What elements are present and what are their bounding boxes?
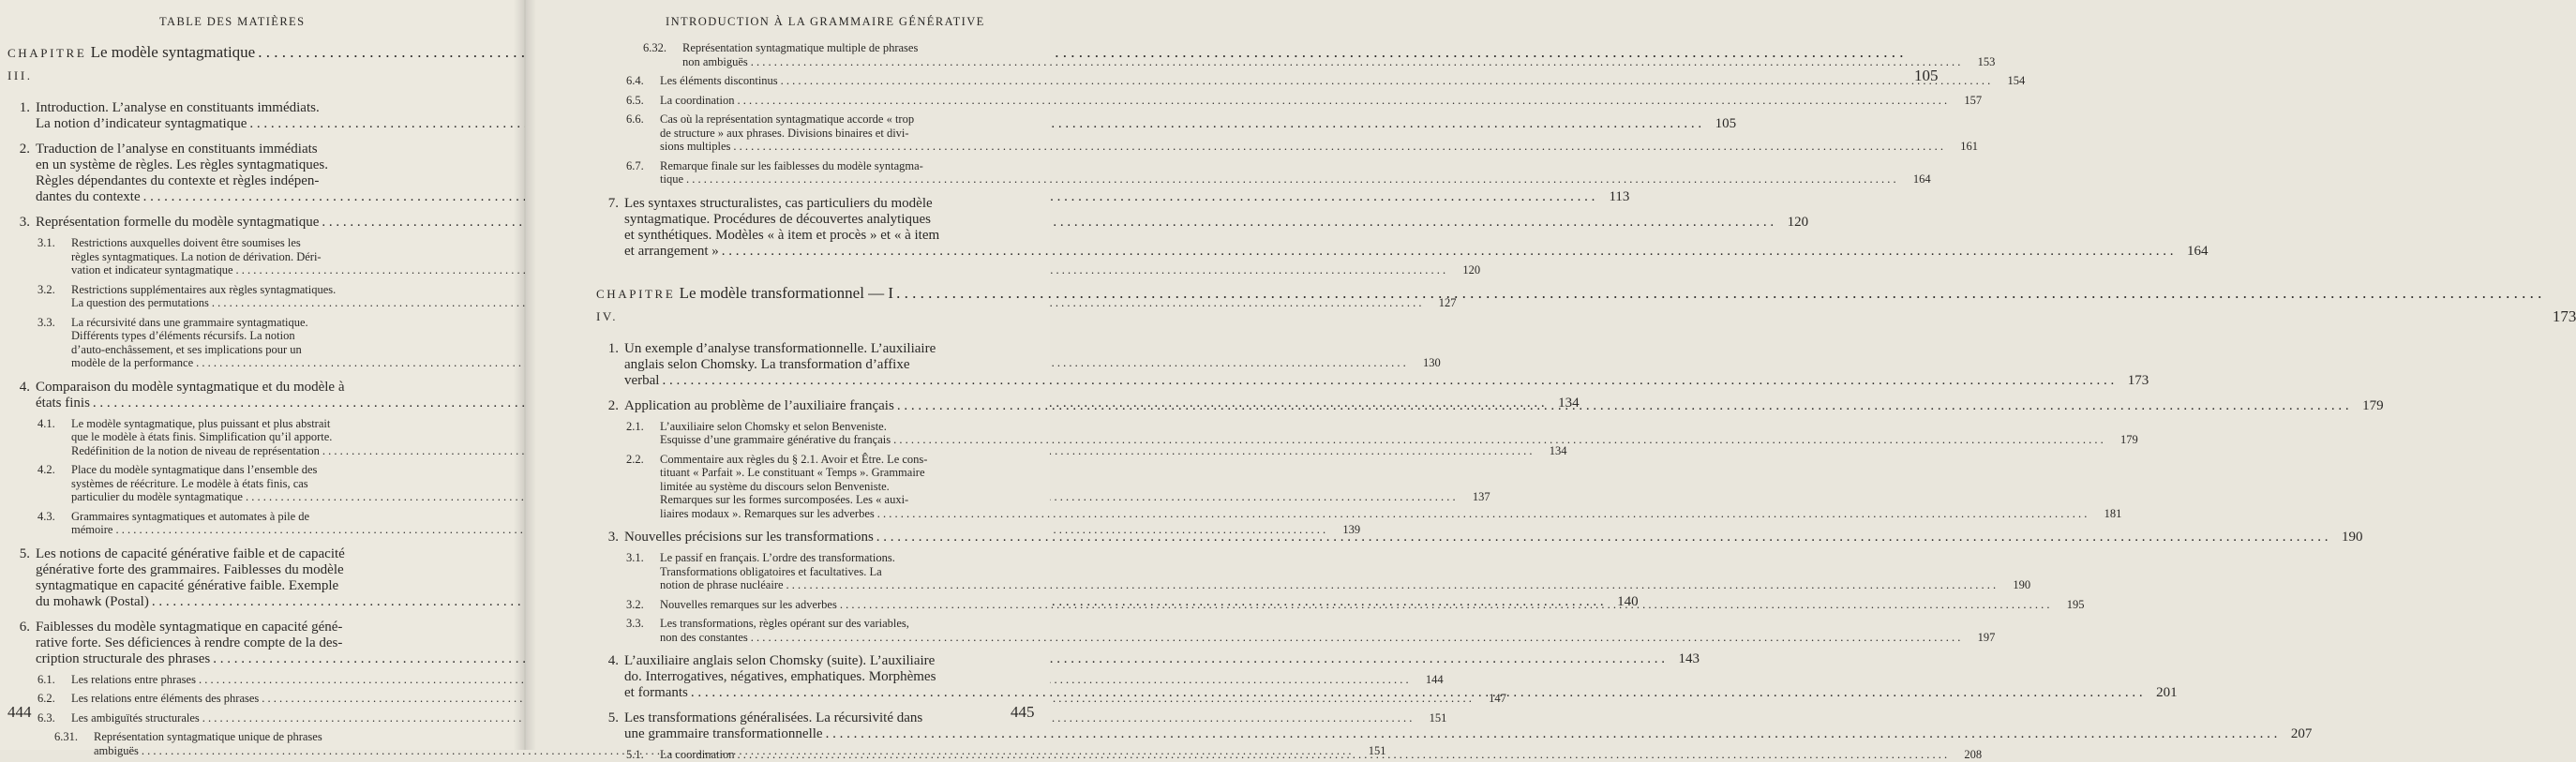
page-reference: 144 bbox=[1425, 672, 1444, 686]
section-number: 3.1. bbox=[626, 551, 644, 564]
title-text: sions multiples bbox=[660, 140, 731, 153]
title-text: ambiguës bbox=[94, 743, 139, 757]
title-text: Comparaison du modèle syntagmatique et du modèle à bbox=[36, 379, 345, 395]
section-number: 4. bbox=[607, 653, 619, 668]
page-reference: 127 bbox=[1438, 296, 1457, 309]
title-text: du mohawk (Postal) bbox=[36, 593, 149, 609]
dot-leader bbox=[876, 530, 2329, 545]
title-text: La question des permutations bbox=[71, 296, 209, 309]
title-text: dantes du contexte bbox=[36, 189, 141, 204]
title-text: et formants bbox=[624, 685, 688, 700]
title-line bbox=[660, 748, 1950, 762]
title-text: de structure » aux phrases. Divisions binaires et divi- bbox=[660, 126, 909, 140]
title-line bbox=[660, 433, 2106, 447]
title-text: Un exemple d’analyse transformationnelle. L’auxiliaire bbox=[624, 340, 936, 356]
title-text: Le modèle syntagmatique bbox=[90, 43, 256, 61]
entry-title bbox=[624, 650, 2146, 701]
title-text: Commentaire aux règles du § 2.1. Avoir et Être. Le cons- bbox=[660, 452, 928, 466]
page-reference: 190 bbox=[2013, 578, 2031, 591]
title-line bbox=[660, 94, 1950, 108]
page-reference: 140 bbox=[1617, 593, 1639, 609]
entry-title bbox=[660, 112, 1946, 154]
title-line bbox=[624, 212, 2177, 228]
toc-entry bbox=[596, 158, 1931, 187]
section-number: 3. bbox=[19, 215, 30, 230]
page-reference: 173 bbox=[2127, 372, 2149, 388]
page-reference: 134 bbox=[1558, 395, 1580, 411]
title-line bbox=[624, 196, 2177, 212]
title-text: Les ambiguïtés structurales bbox=[71, 710, 200, 725]
entry-title bbox=[660, 598, 2052, 612]
section-number: 7. bbox=[607, 195, 619, 211]
title-text: L’auxiliaire selon Chomsky et selon Benveniste. bbox=[660, 419, 887, 433]
dot-leader bbox=[877, 507, 2088, 521]
title-line bbox=[660, 565, 1999, 579]
page-reference: 120 bbox=[1462, 263, 1481, 276]
title-text: Les syntaxes structuralistes, cas particuliers du modèle bbox=[624, 195, 933, 211]
title-line bbox=[624, 685, 2146, 701]
entry-title bbox=[660, 617, 1963, 644]
section-number: 1. bbox=[19, 100, 30, 115]
dot-leader bbox=[786, 578, 1997, 592]
page-reference: 120 bbox=[1787, 215, 1809, 230]
entry-title bbox=[596, 282, 2544, 328]
dot-leader bbox=[722, 244, 2174, 260]
section-number: 2.2. bbox=[626, 452, 644, 466]
title-line bbox=[660, 159, 1899, 173]
section-number: 4.3. bbox=[37, 509, 55, 523]
title-text: Restrictions supplémentaires aux règles syntagmatiques. bbox=[71, 282, 337, 296]
section-number: 6. bbox=[19, 619, 30, 635]
entry-title bbox=[660, 94, 1950, 108]
title-text: anglais selon Chomsky. La transformation d’affixe bbox=[624, 356, 910, 372]
entry-title bbox=[660, 748, 1950, 762]
section-number: 2. bbox=[607, 397, 619, 413]
title-text: La coordination bbox=[660, 748, 735, 761]
title-line bbox=[660, 493, 2089, 507]
section-number: 4. bbox=[19, 379, 30, 395]
title-line bbox=[660, 127, 1946, 141]
page-reference: 197 bbox=[1977, 630, 1996, 644]
title-text: systèmes de réécriture. Le modèle à états finis, cas bbox=[71, 476, 308, 490]
title-text: Représentation syntagmatique unique de phrases bbox=[94, 730, 322, 743]
page-reference: 105 bbox=[1715, 116, 1737, 131]
title-text: Les transformations, règles opérant sur des variables, bbox=[660, 617, 909, 630]
section-number: 3. bbox=[607, 530, 619, 545]
title-line bbox=[624, 341, 2117, 357]
title-text: L’auxiliaire anglais selon Chomsky (suite). L’auxiliaire bbox=[624, 653, 936, 668]
title-line bbox=[660, 74, 1993, 88]
title-text: Le modèle syntagmatique, plus puissant et plus abstrait bbox=[71, 416, 331, 430]
dot-leader bbox=[733, 140, 1943, 154]
book-gutter bbox=[514, 0, 536, 750]
title-text: une grammaire transformationnelle bbox=[624, 726, 823, 741]
title-text: limitée au système du discours selon Benveniste. bbox=[660, 479, 890, 493]
title-text: syntagmatique. Procédures de découvertes analytiques bbox=[624, 211, 931, 227]
toc-entry bbox=[596, 93, 1983, 108]
section-number: 6.32. bbox=[643, 41, 666, 54]
title-line bbox=[660, 598, 2052, 612]
title-line bbox=[660, 507, 2089, 521]
dot-leader bbox=[840, 598, 2050, 612]
section-number: 2. bbox=[19, 142, 30, 157]
page-reference: 190 bbox=[2342, 530, 2363, 545]
dot-leader bbox=[893, 433, 2104, 447]
page-reference: 179 bbox=[2362, 397, 2384, 413]
dot-leader bbox=[896, 282, 2541, 305]
title-text: mémoire bbox=[71, 523, 113, 536]
toc-entry bbox=[596, 41, 1996, 68]
title-text: do. Interrogatives, négatives, emphatiques. Morphèmes bbox=[624, 669, 936, 684]
title-line bbox=[660, 420, 2106, 434]
toc-entry bbox=[596, 617, 1996, 644]
title-line bbox=[660, 172, 1899, 187]
chapter-label: CHAPITRE IV. bbox=[596, 286, 676, 323]
title-line bbox=[624, 395, 2352, 414]
page-reference: 153 bbox=[1977, 54, 1996, 68]
title-text: Remarques sur les formes surcomposées. Les « auxi- bbox=[660, 493, 909, 506]
dot-leader bbox=[781, 74, 1991, 88]
section-number: 6.31. bbox=[54, 730, 78, 743]
title-text: non des constantes bbox=[660, 630, 748, 644]
section-number: 5.1. bbox=[626, 748, 644, 761]
title-text: Grammaires syntagmatiques et automates à pile de bbox=[71, 509, 310, 523]
page-number: 444 bbox=[7, 703, 32, 721]
title-text: rative forte. Ses déficiences à rendre compte de la des- bbox=[36, 635, 343, 650]
title-text: Les relations entre phrases bbox=[71, 672, 196, 686]
title-text: Différents types d’éléments récursifs. La notion bbox=[71, 329, 295, 342]
section-number: 6.1. bbox=[37, 672, 55, 686]
page-reference: 179 bbox=[2119, 433, 2138, 446]
section-number: 3.2. bbox=[626, 597, 644, 611]
section-number: 1. bbox=[607, 340, 619, 356]
entry-title bbox=[682, 41, 1963, 68]
title-text: Faiblesses du modèle syntagmatique en capacité géné- bbox=[36, 619, 343, 635]
dot-leader bbox=[691, 685, 2143, 701]
title-text: Représentation syntagmatique multiple de phrases bbox=[682, 41, 919, 54]
title-line bbox=[624, 244, 2177, 260]
title-text: Introduction. L’analyse en constituants immédiats. bbox=[36, 100, 320, 115]
title-text: Les notions de capacité générative faible et de capacité bbox=[36, 545, 345, 561]
title-line bbox=[624, 710, 2280, 726]
page-reference: 157 bbox=[1964, 93, 1983, 107]
title-text: liaires modaux ». Remarques sur les adverbes bbox=[660, 506, 875, 520]
entry-title bbox=[624, 341, 2117, 389]
title-text: Le modèle transformationnel — I bbox=[679, 283, 894, 302]
title-text: Esquisse d’une grammaire générative du français bbox=[660, 433, 891, 446]
section-number: 6.2. bbox=[37, 692, 55, 705]
section-number: 3.1. bbox=[37, 236, 55, 249]
title-line bbox=[660, 578, 1999, 592]
entry-title bbox=[660, 453, 2089, 521]
title-line bbox=[660, 453, 2089, 467]
title-text: particulier du modèle syntagmatique bbox=[71, 490, 243, 503]
title-text: d’auto-enchâssement, et ses implications pour un bbox=[71, 342, 302, 356]
title-text: générative forte des grammaires. Faiblesses du modèle bbox=[36, 561, 344, 577]
title-line bbox=[624, 726, 2280, 742]
title-text: Le passif en français. L’ordre des transformations. bbox=[660, 551, 895, 564]
page-reference: 164 bbox=[1912, 172, 1931, 186]
title-line bbox=[660, 480, 2089, 494]
section-number: 6.6. bbox=[626, 112, 644, 126]
page-reference: 161 bbox=[1960, 140, 1978, 153]
title-text: Nouvelles remarques sur les adverbes bbox=[660, 597, 837, 611]
dot-leader bbox=[751, 55, 1961, 69]
entry-title bbox=[660, 159, 1899, 187]
page-reference: 105 bbox=[1913, 67, 1939, 84]
entry-title bbox=[660, 420, 2106, 447]
title-text: tique bbox=[660, 172, 683, 186]
title-line bbox=[624, 530, 2331, 545]
page-number: 445 bbox=[1011, 703, 1035, 721]
dot-leader bbox=[826, 726, 2278, 742]
title-line bbox=[660, 631, 1963, 645]
dot-leader bbox=[662, 373, 2114, 389]
section-number: 3.3. bbox=[37, 315, 55, 329]
dot-leader bbox=[738, 94, 1948, 108]
title-line bbox=[596, 282, 2544, 328]
title-text: Place du modèle syntagmatique dans l’ensemble des bbox=[71, 463, 318, 476]
title-text: non ambiguës bbox=[682, 54, 748, 68]
title-line bbox=[624, 373, 2117, 389]
title-line bbox=[660, 551, 1999, 565]
section-number: 5. bbox=[607, 710, 619, 725]
dot-leader bbox=[738, 748, 1948, 762]
title-text: en un système de règles. Les règles syntagmatiques. bbox=[36, 157, 328, 172]
running-head: INTRODUCTION À LA GRAMMAIRE GÉNÉRATIVE bbox=[666, 15, 985, 28]
section-number: 3.3. bbox=[626, 617, 644, 630]
title-line bbox=[660, 466, 2089, 480]
title-text: Redéfinition de la notion de niveau de représentation bbox=[71, 443, 320, 457]
title-text: La notion d’indicateur syntagmatique bbox=[36, 116, 247, 131]
page-reference: 139 bbox=[1342, 523, 1361, 536]
title-line bbox=[624, 669, 2146, 685]
page-reference: 147 bbox=[1489, 692, 1506, 705]
page-reference: 208 bbox=[1964, 748, 1983, 761]
section-number: 6.7. bbox=[626, 158, 644, 172]
toc-entry bbox=[596, 419, 2138, 447]
page-reference: 130 bbox=[1423, 356, 1441, 369]
title-text: Restrictions auxquelles doivent être soumises les bbox=[71, 236, 301, 249]
toc-entry bbox=[596, 530, 2363, 545]
title-text: tituant « Parfait ». Le constituant « Temps ». Grammaire bbox=[660, 466, 925, 479]
title-text: Traduction de l’analyse en constituants immédiats bbox=[36, 142, 318, 157]
chapter-label: CHAPITRE III. bbox=[7, 46, 87, 82]
page-reference: 201 bbox=[2156, 685, 2178, 700]
title-text: La coordination bbox=[660, 93, 735, 107]
section-number: 4.1. bbox=[37, 416, 55, 430]
page-reference: 154 bbox=[2007, 74, 2026, 87]
title-line bbox=[624, 650, 2146, 669]
dot-leader bbox=[897, 395, 2349, 414]
title-text: Règles dépendantes du contexte et règles indépen- bbox=[36, 173, 320, 188]
page-reference: 181 bbox=[2104, 506, 2122, 520]
entry-title bbox=[624, 710, 2280, 742]
section-number: 6.5. bbox=[626, 93, 644, 107]
title-text: cription structurale des phrases bbox=[36, 650, 211, 666]
title-text: syntagmatique en capacité générative faible. Exemple bbox=[36, 577, 339, 593]
page-reference: 134 bbox=[1549, 443, 1567, 457]
section-number: 4.2. bbox=[37, 463, 55, 476]
page-reference: 207 bbox=[2290, 726, 2313, 741]
page-reference: 113 bbox=[1609, 189, 1630, 204]
title-text: et arrangement » bbox=[624, 243, 719, 259]
title-text: Représentation formelle du modèle syntagmatique bbox=[36, 215, 320, 230]
page-reference: 173 bbox=[2552, 306, 2576, 325]
title-text: vation et indicateur syntagmatique bbox=[71, 263, 233, 276]
title-text: notion de phrase nucléaire bbox=[660, 578, 784, 591]
title-text: états finis bbox=[36, 395, 90, 411]
title-text: Les transformations généralisées. La récursivité dans bbox=[624, 710, 923, 725]
running-head: TABLE DES MATIÈRES bbox=[159, 15, 306, 28]
page-reference: 151 bbox=[1368, 743, 1386, 757]
title-text: et synthétiques. Modèles « à item et procès » et « à item bbox=[624, 227, 940, 243]
page-reference: 137 bbox=[1472, 490, 1490, 503]
title-line bbox=[660, 140, 1946, 154]
title-text: règles syntagmatiques. La notion de dérivation. Déri- bbox=[71, 249, 322, 263]
entry-title bbox=[660, 74, 1993, 88]
dot-leader bbox=[686, 172, 1896, 187]
title-line bbox=[682, 41, 1963, 55]
entry-title bbox=[624, 395, 2352, 414]
title-text: Les relations entre éléments des phrases bbox=[71, 692, 260, 705]
section-number: 6.3. bbox=[37, 710, 55, 725]
toc-entry bbox=[596, 551, 2031, 592]
title-line bbox=[660, 617, 1963, 631]
title-text: Transformations obligatoires et facultatives. La bbox=[660, 564, 882, 578]
title-text: La récursivité dans une grammaire syntagmatique. bbox=[71, 315, 308, 329]
page-reference: 164 bbox=[2187, 243, 2209, 259]
entry-title bbox=[660, 551, 1999, 592]
title-line bbox=[624, 357, 2117, 373]
page-reference: 143 bbox=[1678, 650, 1700, 666]
dot-leader bbox=[751, 631, 1961, 645]
page-reference: 195 bbox=[2066, 597, 2085, 611]
title-text: que le modèle à états finis. Simplification qu’il apporte. bbox=[71, 430, 333, 443]
page-reference: 151 bbox=[1429, 710, 1447, 725]
section-number: 6.4. bbox=[626, 74, 644, 87]
title-line bbox=[624, 228, 2177, 244]
entry-title bbox=[624, 530, 2331, 545]
title-text: Remarque finale sur les faiblesses du modèle syntagma- bbox=[660, 158, 923, 172]
title-text: Application au problème de l’auxiliaire français bbox=[624, 397, 894, 413]
entry-title bbox=[624, 196, 2177, 260]
title-text: verbal bbox=[624, 372, 660, 388]
section-number: 2.1. bbox=[626, 419, 644, 433]
title-text: Nouvelles précisions sur les transformations bbox=[624, 530, 874, 545]
title-text: modèle de la performance bbox=[71, 356, 194, 369]
title-line bbox=[682, 55, 1963, 69]
title-text: Cas où la représentation syntagmatique accorde « trop bbox=[660, 112, 915, 126]
title-line bbox=[660, 112, 1946, 127]
section-number: 3.2. bbox=[37, 282, 55, 296]
title-text: Les éléments discontinus bbox=[660, 74, 778, 87]
section-number: 5. bbox=[19, 545, 30, 561]
